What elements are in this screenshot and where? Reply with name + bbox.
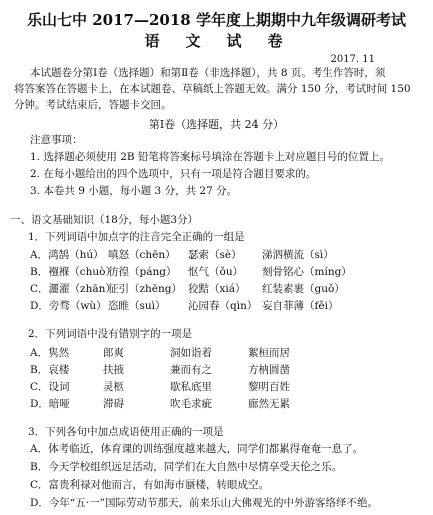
section-heading: 一、语文基础知识（18分，每小题3分） <box>10 214 199 226</box>
q2-option-b-word-3: 兼而有之 <box>170 364 212 376</box>
intro-line-2: 将答案答在答题卡上，在本试题卷、草稿纸上答题无效。满分 150 分，考试时间 150 <box>14 83 411 95</box>
q1-option-c-word-3: 狡黠（xiá） <box>188 283 246 295</box>
q1-option-b-word-2: 彷徨（páng） <box>108 266 177 278</box>
notes-heading: 注意事项： <box>30 134 83 146</box>
q1-option-b-word-1: B．襁褓（chuò） <box>30 266 116 278</box>
q1-option-d-word-2: 恣睢（suì） <box>108 300 166 312</box>
q3-option-b: B．今天学校组织远足活动，同学们在大自然中尽情享受天伦之乐。 <box>30 461 343 473</box>
q2-option-a-word-4: 絮桓而居 <box>248 347 290 359</box>
note-item: 2. 在每小题给出的四个选项中，只有一项是符合题目要求的。 <box>30 168 317 180</box>
q1-option-d-word-4: 妄自菲薄（fěi） <box>262 300 339 312</box>
q1-option-c-word-4: 红装素裹（guǒ） <box>262 283 345 295</box>
q2-option-b-word-1: B．哀楼 <box>30 364 70 376</box>
q1-option-c-word-1: C．灑濯（zhān） <box>30 283 116 295</box>
q1-option-b-word-4: 刻骨铭心（míng） <box>262 266 352 278</box>
q2-option-b-word-4: 方枘圆凿 <box>248 364 290 376</box>
q2-option-a-word-1: A．隽然 <box>30 347 70 359</box>
intro-line-1: 本试题卷分第Ⅰ卷（选择题）和第Ⅱ卷（非选择题），共 8 页。考生作答时，须 <box>30 67 386 79</box>
exam-title: 乐山七中 2017—2018 学年度上期期中九年级调研考试 <box>27 11 406 29</box>
q3-option-a: A．体考临近，体育课的训练强度越来越大，同学们都累得奄奄一息了。 <box>30 443 364 455</box>
note-item: 1. 选择题必须使用 2B 铅笔将答案标号填涂在答题卡上对应题目号的位置上。 <box>30 151 390 163</box>
question-2-stem: 2．下列词语中没有错别字的一项是 <box>28 328 193 340</box>
q1-option-a-word-1: A．鸿鹄（hú） <box>30 249 104 261</box>
q2-option-d-word-2: 滞碍 <box>103 398 124 410</box>
q1-option-d-word-1: D．旁骛（wù） <box>30 300 107 312</box>
q1-option-a-word-3: 瑟索（sè） <box>188 249 242 261</box>
q1-option-a-word-4: 涕泗横流（sì） <box>262 249 334 261</box>
q2-option-c-word-3: 歇私底里 <box>170 381 212 393</box>
q1-option-c-word-2: 征引（zhēng） <box>108 283 182 295</box>
q2-option-d-word-3: 吹毛求疵 <box>170 398 212 410</box>
q2-option-d-word-1: D．暗哑 <box>30 398 70 410</box>
q1-option-a-word-2: 嗔怒（chēn） <box>108 249 176 261</box>
q3-option-c: C．富贵利禄对他而言，有如海市蜃楼，转眼成空。 <box>30 479 270 491</box>
q2-option-a-word-2: 郎爽 <box>103 347 124 359</box>
note-item: 3. 本卷共 9 小题，每小题 3 分，共 27 分。 <box>30 185 238 197</box>
q2-option-b-word-2: 扶掖 <box>103 364 124 376</box>
exam-date: 2017. 11 <box>330 54 375 65</box>
question-3-stem: 3．下列各句中加点成语使用正确的一项是 <box>28 426 224 438</box>
q1-option-b-word-3: 怄气（ǒu） <box>188 266 244 278</box>
part1-title: 第Ⅰ卷（选择题，共 24 分） <box>148 118 285 131</box>
q2-option-a-word-3: 洞如诣着 <box>170 347 212 359</box>
q2-option-c-word-4: 黎明百姓 <box>248 381 290 393</box>
exam-subject: 语文试卷 <box>144 32 309 50</box>
q2-option-c-word-1: C．设词 <box>30 381 70 393</box>
q1-option-d-word-3: 沁园春（qìn） <box>188 300 258 312</box>
question-1-stem: 1．下列词语中加点字的注音完全正确的一组是 <box>28 231 245 243</box>
q3-option-d: D．今年“五·一”国际劳动节那天，前来乐山大佛观光的中外游客络绎不绝。 <box>30 497 378 509</box>
q2-option-c-word-2: 灵柩 <box>103 381 124 393</box>
intro-line-3: 分钟。考试结束后，答题卡交回。 <box>14 99 172 111</box>
q2-option-d-word-4: 廊然无累 <box>248 398 290 410</box>
